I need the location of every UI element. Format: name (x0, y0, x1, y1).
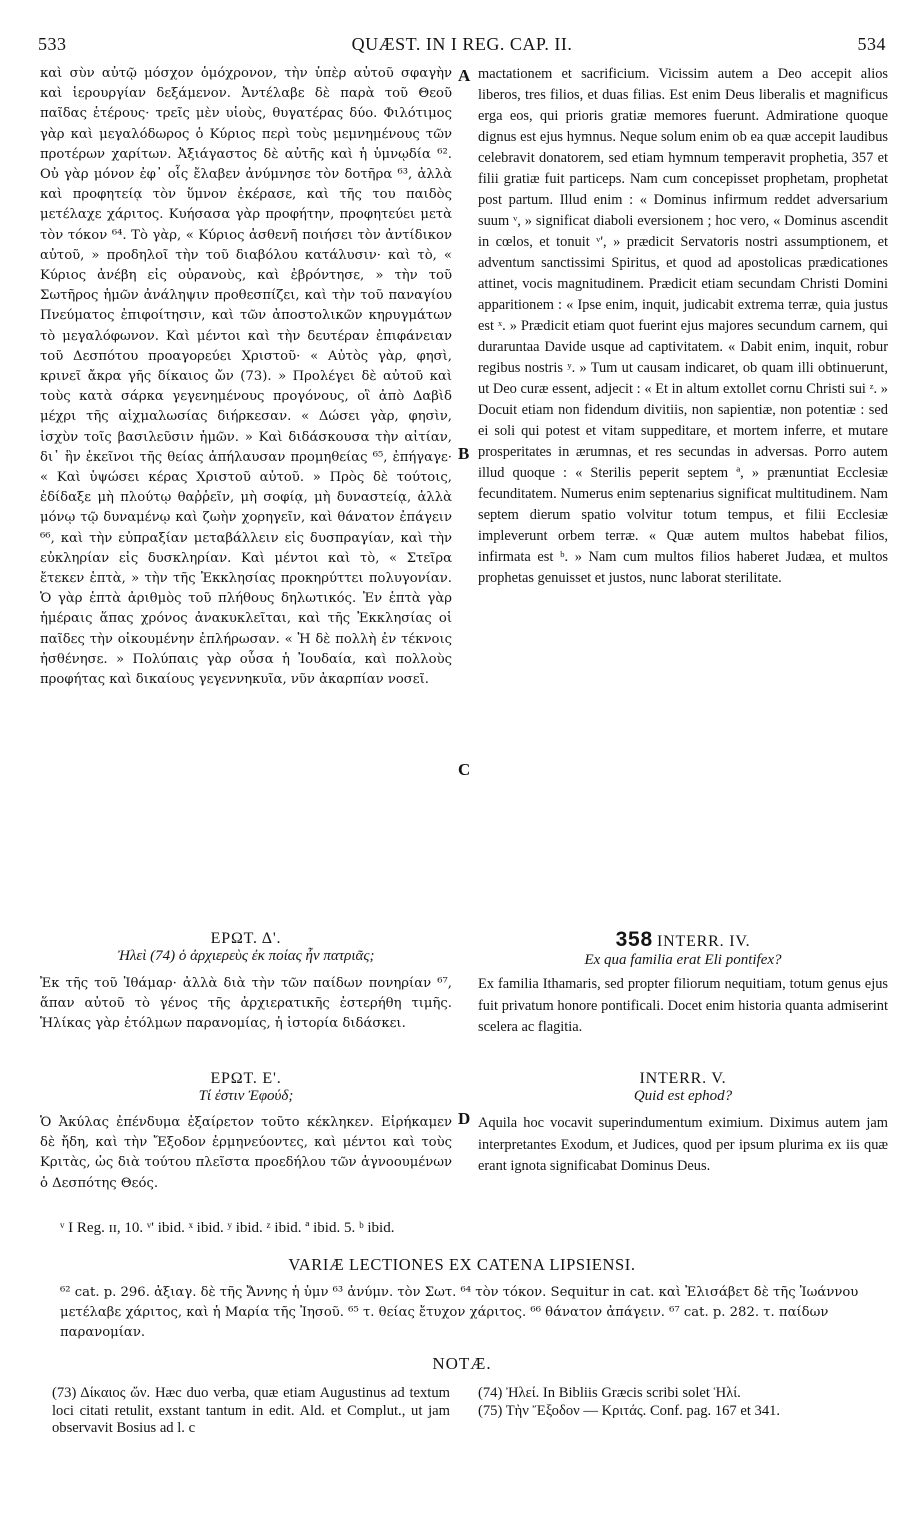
q5-greek-title: ΕΡΩΤ. Ε'. (210, 1070, 282, 1087)
notes-left-column (52, 1385, 450, 1438)
note-74: (74) Ἠλεί. In Bibliis Græcis scribi solet Ἡλί. (478, 1385, 741, 1401)
q4-greek-title: ΕΡΩΤ. Δ'. (210, 930, 282, 947)
greek-text-main: καὶ σὺν αὐτῷ μόσχον ὁμόχρονον, τὴν ὑπὲρ αὐτοῦ σφαγὴν καὶ ἱερουργίαν δεξάμενον. Ἀντέλαβε δὲ παρὰ τοῦ Θεοῦ παῖδας ἑτέρους· τρεῖς μὲν υἱοὺς, θυγατέρας δύο. Φιλότιμος γὰρ καὶ μεγαλόδωρος ὁ Κύριος περὶ τοὺς μεμνημένους τῶν προτέρων χαρίτων. Ἀξιάγαστος δὲ αὐτῆς καὶ ἡ ὑμνῳδία ⁶². Οὐ γὰρ μόνον ἐφ᾽ οἷς ἔλαβεν ἀνύμνησε τὸν δοτῆρα ⁶³, ἀλλὰ καὶ προφητείᾳ τὸν ὕμνον ἐκέρασε, καὶ τῆς του παιδὸς μετέλαχε χάριτος. Κυήσασα γὰρ προφήτην, προφητεύει μετὰ τὸν τόκον ⁶⁴. Τὸ γὰρ, « Κύριος ἀσθενῆ ποιήσει τὸν ἀντίδικον αὐτοῦ, » προδηλοῖ τὴν τοῦ διαβόλου κατάλυσιν· καὶ τὸ, « Κύριος ἀνέβη εἰς οὐρανοὺς, καὶ ἐβρόντησε, » τὴν τοῦ Σωτῆρος ἡμῶν ἀνάληψιν προθεσπίζει, καὶ τὴν τοῦ παναγίου Πνεύματος ἐπιφοίτησιν, καὶ τῶν ἀποστολικῶν κηρυγμάτων τὸ μεγαλόφωνον. Καὶ μέντοι καὶ τὴν δευτέραν ἐπιφάνειαν τοῦ Δεσπότου προαγορεύει Χριστοῦ· « Αὐτὸς γὰρ, φησὶ, κρινεῖ ἄκρα γῆς δίκαιος ὤν (73). » Προλέγει δὲ αὐτοῦ καὶ τοὺς κατὰ σάρκα γεγενημένους προγόνους, οἳ ἀπὸ Δαβὶδ μέχρι τῆς αἰχμαλωσίας διήρκεσαν. « Δώσει γὰρ, φησὶν, ἰσχὺν τοῖς βασιλεῦσιν ἡμῶν. » Καὶ διδάσκουσα τὴν αἰτίαν, δι᾽ ἣν ἐκεῖνοι τῆς θείας ἀπήλαυσαν προμηθείας ⁶⁵, ἐπήγαγε· « Καὶ ὑψώσει κέρας Χριστοῦ αὐτοῦ. » Πρὸς δὲ τούτοις, ἐδίδαξε μὴ πλούτῳ θαῤῥεῖν, μὴ σοφίᾳ, μὴ δυναστείᾳ, ἀλλὰ μόνῳ τῷ δυναμένῳ καὶ ζωὴν χορηγεῖν, καὶ θάνατον ἐπάγειν ⁶⁶, καὶ τὴν εὐπραξίαν μεταβάλλειν εἰς δυσπραγίαν, καὶ τὴν εὐκληρίαν εἰς δυσκληρίαν. Καὶ μέντοι καὶ τὸ, « Στεῖρα ἔτεκεν ἑπτὰ, » τὴν τῆς Ἐκκλησίας προκηρύττει πολυγονίαν. Ὁ γὰρ ἑπτὰ ἀριθμὸς τοῦ πλήθους δηλωτικός. Ἐν ἑπτὰ γὰρ ἡμέραις ἅπας χρόνος ἀνακυκλεῖται, καὶ τῆς Ἐκκλησίας οἱ παῖδες τὴν οἰκουμένην ἐπλήρωσαν. « Ἡ δὲ πολλὴ ἐν τέκνοις ἠσθένησε. » Πολύπαις γὰρ οὖσα ἡ Ἰουδαία, καὶ πολλοὺς προφήτας καὶ δικαίους γεγεννηκυῖα, νῦν ἀκαρπίαν νοσεῖ. (40, 66, 452, 688)
q5-greek-heading (40, 1070, 452, 1105)
q5-latin-answer-block (478, 1113, 888, 1178)
q5-latin-question: Quid est ephod? (633, 1088, 733, 1104)
q5-greek-question: Τί ἐστιν Ἐφούδ; (198, 1088, 294, 1104)
section-marker-c: C (458, 760, 471, 779)
latin-text-main: mactationem et sacrificium. Vicissim autem a Deo accepit alios liberos, tres filios, et duas filias. Est enim Deus liberalis et magnificus erga eos, qui prioris gratiæ memores fuerunt. Admiratione quoque dignus est ejus hymnus. Neque solum enim ob ea quæ accepit laudibus celebravit donatorem, sed etiam hymnum temperavit prophetia, 357 et filii gratiæ fuit particeps. Nam cum concepisset prophetam, prophetat post partum. Illud enim : « Dominus infirmum reddet adversarium suum ᵛ, » significat diaboli eversionem ; hoc vero, « Dominus ascendit in cœlos, et tonuit ᵛ', » prædicit Servatoris nostri assumptionem, et adventum sanctissimi Spiritus, et quod ad apostolicas prædicationes attinet, vocis magnitudinem. Prædicit etiam secundam Christi Domini apparitionem : « Ipse enim, inquit, judicabit extrema terræ, quia justus est ˣ. » Prædicit etiam quot fuerint ejus majores secundum carnem, qui duraruntaa Davide usque ad captivitatem. « Dabit enim, inquit, robur regibus nostris ʸ. » Tum ut causam indicaret, ob quam illi obtinuerunt, ut Deo curæ essent, adjecit : « Et in altum extollet cornu Christi sui ᶻ. » Docuit etiam non fidendum divitiis, non sapientiæ, non potentiæ : sed ei soli qui potest et vitam suppeditare, et mortem inferre, et mutare prosperitates in ærumnas, et res secundas in adversas. Porro autem illud quoque : « Sterilis peperit septem ª, » prænuntiat Ecclesiæ fecunditatem. Numerus enim septenarius significat multitudinem. Nam septem dierum spatio volvitur totum tempus, et filii Ecclesiæ impleverunt orbem terræ. « Quæ autem multos habebat filios, infirmata est ᵇ. » Nam cum multos filios haberet Judæa, et multos prophetas genuisset et justos, nunc laborat sterilitate. (478, 66, 888, 586)
q4-latin-heading (478, 928, 888, 969)
q4-greek-question: Ἠλεὶ (74) ὁ ἀρχιερεὺς ἐκ ποίας ἦν πατριᾶς; (117, 948, 375, 964)
variae-lectiones-title: VARIÆ LECTIONES EX CATENA LIPSIENSI. (288, 1255, 636, 1274)
q4-latin-title: INTERR. IV. (657, 933, 751, 950)
notae-title: NOTÆ. (432, 1354, 492, 1373)
q5-latin-answer: Aquila hoc vocavit superindumentum eximium. Diximus autem jam interpretantes Exodum, et Judices, quod per ipsum plurima ex iis quæ erant ignota significabat Dominus Deus. (478, 1115, 888, 1174)
section-marker-a: A (458, 66, 471, 85)
note-75: (75) Τὴν Ἔξοδον — Κριτάς. Conf. pag. 167 et 341. (478, 1402, 781, 1419)
scripture-footnotes: ᵛ I Reg. ɪɪ, 10. ᵛ' ibid. ˣ ibid. ʸ ibid. ᶻ ibid. ª ibid. 5. ᵇ ibid. (60, 1220, 395, 1236)
section-marker-d: D (458, 1109, 471, 1128)
q4-greek-answer-block (40, 974, 452, 1035)
q4-latin-question: Ex qua familia erat Eli pontifex? (584, 952, 782, 968)
page-header (38, 34, 886, 58)
section-marker-b: B (458, 444, 470, 463)
q4-greek-heading (40, 930, 452, 965)
q5-latin-heading (478, 1070, 888, 1105)
column-number: 358 (615, 928, 654, 951)
note-73: (73) Δίκαιος ὤν. Hæc duo verba, quæ etiam Augustinus ad textum loci citati retulit, exstant tantum in edit. Ald. et Complut., ut jam observavit Bosius ad l. c (52, 1385, 450, 1436)
q4-latin-answer: Ex familia Ithamaris, sed propter filiorum nequitiam, totum genus ejus fuit privatum honore pontificali. Docet enim historia quanta admiserint scelera ac flagitia. (478, 976, 888, 1035)
q4-greek-answer: Ἐκ τῆς τοῦ Ἰθάμαρ· ἀλλὰ διὰ τὴν τῶν παίδων πονηρίαν ⁶⁷, ἅπαν αὐτοῦ τὸ γένος τῆς ἀρχιερατικῆς ἐστερήθη τιμῆς. Ἡλίκας γὰρ ἐτόλμων παρανομίας, ἡ ἱστορία διδάσκει. (40, 976, 452, 1032)
q5-greek-answer: Ὁ Ἀκύλας ἐπένδυμα ἐξαίρετον τοῦτο κέκληκεν. Εἰρήκαμεν δὲ ἤδη, καὶ τὴν Ἔξοδον ἑρμηνεύοντες, καὶ μέντοι καὶ τοὺς Κριτὰς, ὡς διὰ τούτου πλεῖστα προεδήλου τῶν ἀγνοουμένων ὁ Δεσπότης Θεός. (40, 1115, 452, 1191)
page-number-right: 534 (857, 34, 886, 54)
variae-lectiones-text: ⁶² cat. p. 296. ἀξιαγ. δὲ τῆς Ἄννης ἡ ὑμν ⁶³ ἀνύμν. τὸν Σωτ. ⁶⁴ τὸν τόκον. Sequitur in cat. καὶ Ἐλισάβετ δὲ τῆς Ἰωάννου μετέλαβε χάριτος, καὶ ἡ Μαρία τῆς Ἰησοῦ. ⁶⁵ τ. θείας ἔτυχον χάριτος. ⁶⁶ θάνατον ἀπάγειν. ⁶⁷ cat. p. 282. τ. παίδων παρανομίαν. (60, 1285, 859, 1340)
running-title: QUÆST. IN I REG. CAP. II. (351, 34, 573, 54)
q5-latin-title: INTERR. V. (639, 1070, 727, 1087)
notes-right-column (478, 1385, 888, 1420)
q4-latin-answer-block (478, 974, 888, 1039)
q5-greek-answer-block (40, 1113, 452, 1194)
page-number-left: 533 (38, 34, 67, 54)
latin-column-main (478, 64, 888, 914)
greek-column-main (40, 64, 452, 914)
